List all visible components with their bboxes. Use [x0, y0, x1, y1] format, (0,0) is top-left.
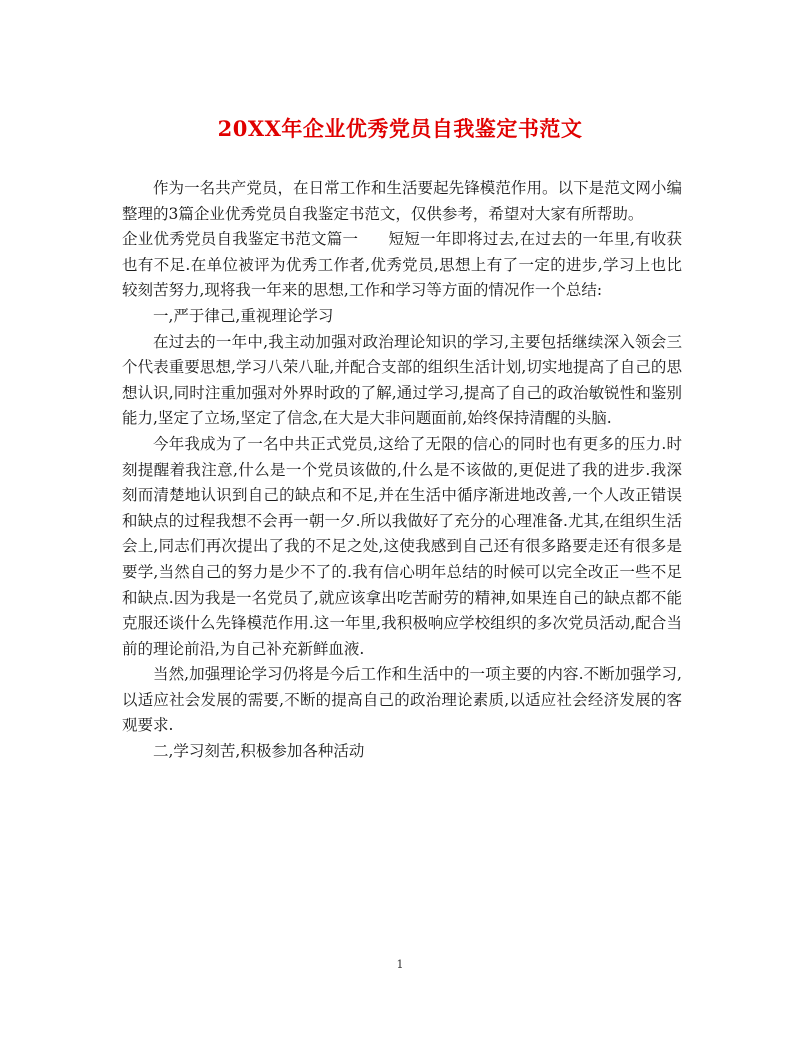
- document-title: 20XX年企业优秀党员自我鉴定书范文: [217, 116, 583, 141]
- heading-one: 一,严于律己,重视理论学习: [153, 306, 334, 325]
- section-paragraph: [122, 227, 682, 304]
- page-number: 1: [396, 958, 404, 971]
- section-opening: 短短一年即将过去,在过去的一年里,有收获也有不足.在单位被评为优秀工作者,优秀党员,思想上有了一定的进步,学习上也比较刻苦努力,现将我一年来的思想,工作和学习等方面的情况作一个总结:: [122, 230, 682, 300]
- paragraph-one: 在过去的一年中,我主动加强对政治理论知识的学习,主要包括继续深入领会三个代表重要思想,学习八荣八耻,并配合支部的组织生活计划,切实地提高了自己的思想认识,同时注重加强对外界时政的了解,通过学习,提高了自己的政治敏锐性和鉴别能力,坚定了立场,坚定了信念,在大是大非问题面前,始终保持清醒的头脑.: [122, 332, 682, 428]
- document-body: [122, 176, 682, 765]
- paragraph-three: 当然,加强理论学习仍将是今后工作和生活中的一项主要的内容.不断加强学习,以适应社会发展的需要,不断的提高自己的政治理论素质,以适应社会经济发展的客观要求.: [122, 665, 682, 735]
- paragraph-two: 今年我成为了一名中共正式党员,这给了无限的信心的同时也有更多的压力.时刻提醒着我注意,什么是一个党员该做的,什么是不该做的,更促进了我的进步.我深刻而清楚地认识到自己的缺点和不足,并在生活中循序渐进地改善,一个人改正错误和缺点的过程我想不会再一朝一夕.所以我做好了充分的心理准备.尤其,在组织生活会上,同志们再次提出了我的不足之处,这使我感到自己还有很多路要走还有很多是要学,当然自己的努力是少不了的.我有信心明年总结的时候可以完全改正一些不足和缺点.因为我是一名党员了,就应该拿出吃苦耐劳的精神,如果连自己的缺点都不能克服还谈什么先锋模范作用.这一年里,我积极响应学校组织的多次党员活动,配合当前的理论前沿,为自己补充新鲜血液.: [122, 434, 682, 658]
- section-label: 企业优秀党员自我鉴定书范文篇一: [122, 230, 359, 249]
- heading-two: 二,学习刻苦,积极参加各种活动: [153, 742, 365, 761]
- intro-paragraph: 作为一名共产党员，在日常工作和生活要起先锋模范作用。以下是范文网小编整理的3篇企业优秀党员自我鉴定书范文，仅供参考，希望对大家有所帮助。: [122, 179, 682, 223]
